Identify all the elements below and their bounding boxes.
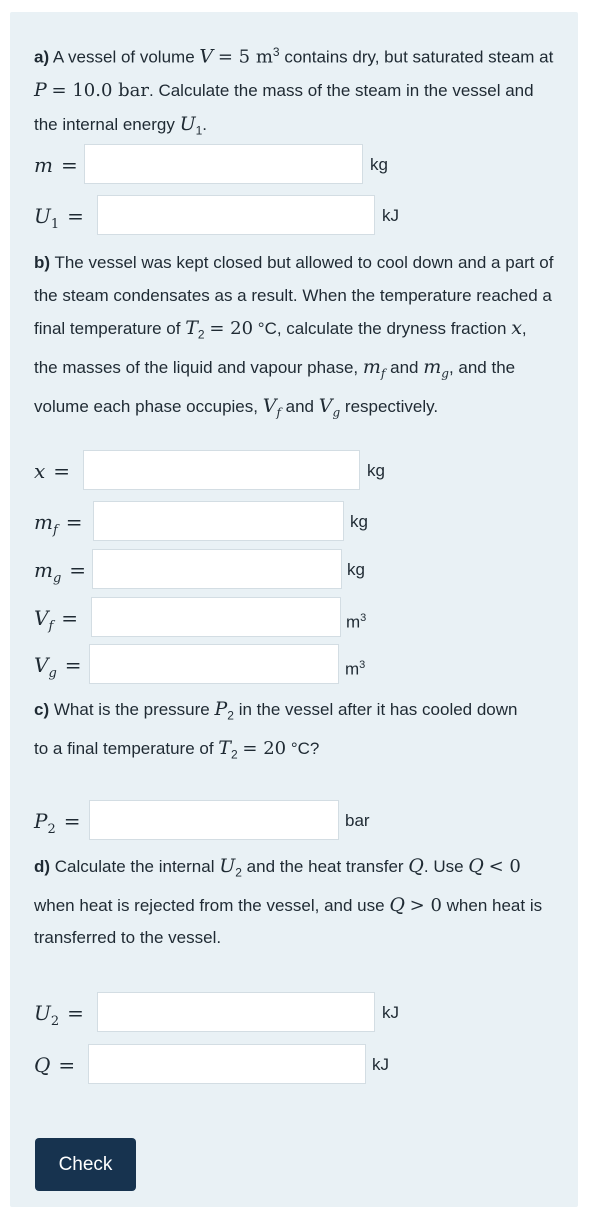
label-vg: $V_g$ = (34, 653, 82, 681)
label-x: x = (34, 459, 71, 483)
unit-mf: kg (350, 512, 368, 531)
vf-input[interactable] (91, 597, 341, 637)
mg-input[interactable] (92, 549, 342, 589)
label-mg: $m_g$ = (34, 558, 87, 586)
unit-u1: kJ (382, 206, 399, 225)
unit-mg: kg (347, 560, 365, 579)
u1-input[interactable] (97, 195, 375, 235)
part-b-label: b) (34, 253, 51, 272)
part-a-text: a) A vessel of volume V = 5 $m^3$ contains dry, but saturated steam at P = 10.0 bar. Calculate the mass of the steam in the vessel and the internal energy $U_1$. (34, 45, 554, 138)
unit-x: kg (367, 461, 385, 480)
label-q: Q = (34, 1053, 76, 1077)
unit-vf: $m^3$ (346, 612, 367, 632)
unit-q: kJ (372, 1055, 389, 1074)
q-input[interactable] (88, 1044, 366, 1084)
vg-input[interactable] (89, 644, 339, 684)
part-d-text: d) Calculate the internal $U_2$ and the heat transfer Q. Use Q < 0 when heat is rejected from the vessel, and use Q > 0 when heat is transferred to the vessel. (34, 855, 543, 948)
label-m: m = (34, 153, 78, 177)
label-p2: $P_2$ = (34, 809, 81, 837)
m-input[interactable] (84, 144, 363, 184)
part-b-text: b) The vessel was kept closed but allowed to cool down and a part of the steam condensates as a result. When the temperature reached a final temperature of $T_2 = 20$ °C, calculate the dryness fraction x, the masses of the liquid and vapour phase, $m_f$ and $m_g$, and the volume each phase occupies, $V_f$ and $V_g$ respectively. (34, 253, 554, 420)
label-mf: $m_f$ = (34, 510, 83, 538)
label-vf: $V_f$ = (34, 606, 79, 634)
unit-p2: bar (345, 811, 370, 830)
label-u2: $U_2$ = (34, 1001, 84, 1029)
part-a-label: a) (34, 47, 50, 67)
p2-input[interactable] (89, 800, 339, 840)
unit-u2: kJ (382, 1003, 399, 1022)
part-d-label: d) (34, 857, 51, 876)
part-c-label: c) (34, 700, 50, 719)
label-u1: $U_1$ = (34, 204, 84, 232)
mf-input[interactable] (93, 501, 344, 541)
unit-vg: $m^3$ (345, 659, 366, 679)
x-input[interactable] (83, 450, 360, 490)
check-button[interactable]: Check (35, 1138, 136, 1191)
unit-m: kg (370, 155, 388, 174)
part-c-text: c) What is the pressure $P_2$ in the vessel after it has cooled down to a final temperature of $T_2 = 20$ °C? (34, 698, 518, 762)
u2-input[interactable] (97, 992, 375, 1032)
